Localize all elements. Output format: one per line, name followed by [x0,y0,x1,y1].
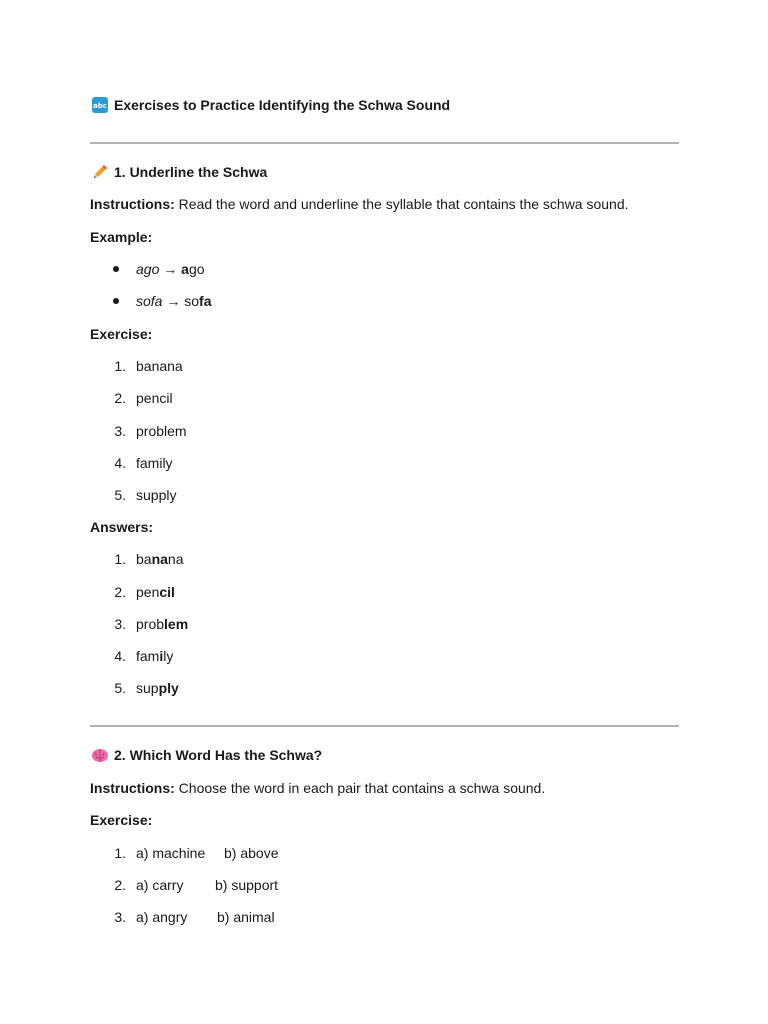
choice-pair [136,876,278,894]
list-number: 3. [114,909,126,925]
list-number: 4. [114,648,126,664]
answer-item: pencil [136,584,175,600]
brain-icon [91,746,109,764]
example-item: sofa → sofa [136,293,212,309]
instructions-label: Instructions: [90,196,175,212]
choice-a: a) angry [136,909,188,925]
example-label: Example: [90,229,153,245]
list-number: 1. [114,845,126,861]
exercise-word: pencil [136,390,173,406]
exercise-label: Exercise: [90,326,153,342]
list-number: 3. [114,423,126,439]
exercise-word: banana [136,358,183,374]
list-number: 2. [114,877,126,893]
choice-b: b) support [215,877,279,893]
example-item: ago → ago [136,261,205,277]
list-number: 4. [114,455,126,471]
choice-b: b) above [224,845,279,861]
list-number: 5. [114,487,126,503]
answer-item: problem [136,616,189,632]
choice-a: a) carry [136,877,184,893]
choice-a: a) machine [136,845,206,861]
section-2-heading: 2. Which Word Has the Schwa? [114,747,323,763]
exercise-word: family [136,455,173,471]
list-number: 1. [114,551,126,567]
page-title: Exercises to Practice Identifying the Schwa Sound [114,97,451,113]
exercise-word: problem [136,423,187,439]
exercise-label: Exercise: [90,812,153,828]
instructions-text: Read the word and underline the syllable that contains the schwa sound. [178,196,629,212]
choice-pair [136,844,278,862]
svg-text:abc: abc [93,102,107,110]
answer-item: supply [136,680,179,696]
instructions-label: Instructions: [90,780,175,796]
pencil-icon [91,163,109,181]
instructions-text: Choose the word in each pair that contains a schwa sound. [178,780,546,796]
answer-item: family [136,648,174,664]
divider [90,725,679,727]
abc-icon [91,96,109,114]
exercise-word: supply [136,487,177,503]
list-number: 1. [114,358,126,374]
answers-label: Answers: [90,519,154,535]
choice-b: b) animal [217,909,275,925]
bullet [113,266,119,272]
bullet [113,298,119,304]
choice-pair [136,908,275,926]
section-1-instructions [90,195,629,213]
divider [90,142,679,144]
section-2-instructions [90,779,545,797]
list-number: 2. [114,584,126,600]
list-number: 5. [114,680,126,696]
answer-item: banana [136,551,184,567]
list-number: 2. [114,390,126,406]
section-1-heading: 1. Underline the Schwa [114,164,268,180]
list-number: 3. [114,616,126,632]
